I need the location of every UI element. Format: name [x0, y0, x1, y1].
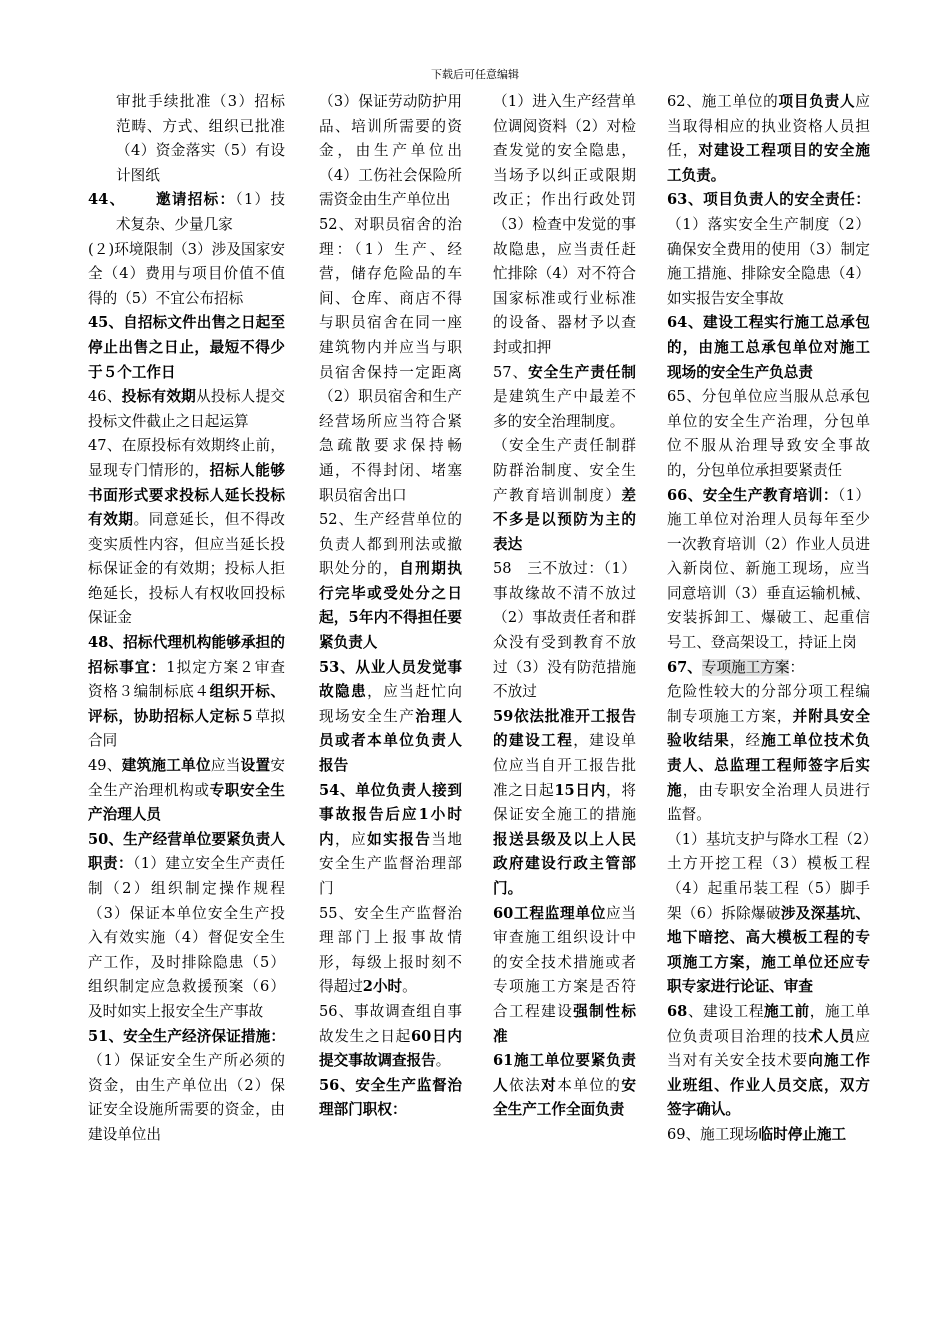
paragraph-60: 60工程监理单位应当审查施工组织设计中的安全技术措施或者专项施工方案是否符合工程建设强制性标准: [493, 904, 636, 1045]
paragraph: （1）基坑支护与降水工程（2）土方开挖工程（3）模板工程（4）起重吊装工程（5）脚手架（6）拆除爆破涉及深基坑、地下暗挖、高大模板工程的专项施工方案，施工单位还应专职专家进行论证、审查: [667, 830, 870, 996]
paragraph-64: 64、建设工程实行施工总承包的，由施工总承包单位对施工现场的安全生产负总责: [667, 314, 870, 381]
paragraph-47: 47、在原投标有效期终止前，显现专门情形的，招标人能够书面形式要求投标人延长投标有效期。同意延长，但不得改变实质性内容，但应当延长投标保证金的有效期；投标人拒绝延长，投标人有权收回投标保证金: [88, 437, 285, 627]
paragraph-51: 51、安全生产经济保证措施：（1）保证安全生产所必须的资金，由生产单位出（2）保证安全设施所需要的资金，由建设单位出: [88, 1027, 285, 1143]
paragraph-57: 57、安全生产责任制是建筑生产中最差不多的安全治理制度。: [493, 363, 636, 430]
paragraph-58: 58 三不放过：（1）事故缘故不清不放过（2）事故责任者和群众没有受到教育不放过（3）没有防范措施不放过: [493, 560, 636, 701]
paragraph: （安全生产责任制群防群治制度、安全生产教育培训制度）差不多是以预防为主的表达: [493, 437, 636, 553]
paragraph: 审批手续批准（3）招标范畴、方式、组织已批准（4）资金落实（5）有设计图纸: [116, 93, 285, 184]
paragraph: （1）进入生产经营单位调阅资料（2）对检查发觉的安全隐患，当场予以纠正或限期改正；作出行政处罚（3）检查中发觉的事故隐患，应当责任赶忙排除（4）对不符合国家标准或行业标准的设备、器材予以查封或扣押: [493, 93, 636, 356]
item-number: 44、: [88, 191, 126, 209]
paragraph-63: 63、项目负责人的安全责任：（1）落实安全生产制度（2）确保安全费用的使用（3）制定施工措施、排除安全隐患（4）如实报告安全事故: [667, 191, 870, 307]
page-header: 下载后可任意编辑: [431, 68, 519, 81]
paragraph-45: 45、自招标文件出售之日起至停止出售之日止，最短不得少于５个工作日: [88, 314, 285, 381]
paragraph: 危险性较大的分部分项工程编制专项施工方案，并附具安全验收结果，经施工单位技术负责人、总监理工程师签字后实施，由专职安全治理人员进行监督。: [667, 683, 870, 824]
paragraph-67: 67、专项施工方案：: [667, 658, 805, 676]
paragraph-61: 61施工单位要紧负责人依法对本单位的安全生产工作全面负责: [493, 1052, 636, 1119]
paragraph-52: 52、对职员宿舍的治理：（1）生产、经营，储存危险品的车间、仓库、商店不得与职员宿舍在同一座建筑物内并应当与职员宿舍保持一定距离（2）职员宿舍和生产经营场所应当符合紧急疏散要求保持畅通，不得封闭、堵塞职员宿舍出口: [319, 215, 462, 504]
paragraph-56: 56、事故调查组自事故发生之日起60日内提交事故调查报告。: [319, 1002, 462, 1070]
paragraph-44: 44、 邀请招标：（1）技术复杂、少量几家: [88, 191, 285, 233]
text-column-2: [319, 90, 462, 1123]
paragraph-52b: 52、生产经营单位的负责人都到刑法或撤职处分的，自刑期执行完毕或受处分之日起，5年内不得担任要紧负责人: [319, 511, 462, 652]
paragraph-49: 49、建筑施工单位应当设置安全生产治理机构或专职安全生产治理人员: [88, 757, 285, 824]
paragraph-54: 54、单位负责人接到事故报告后应1小时内，应如实报告当地安全生产监督治理部门: [319, 781, 462, 897]
text-column-1: [88, 90, 285, 1148]
paragraph-48: 48、招标代理机构能够承担的招标事宜：1拟定方案２审查资格３编制标底４组织开标、评标，协助招标人定标５草拟合同: [88, 634, 285, 750]
paragraph: （3）保证劳动防护用品、培训所需要的资金，由生产单位出（4）工伤社会保险所需资金由生产单位出: [319, 93, 462, 209]
paragraph: (２)环境限制（3）涉及国家安全（4）费用与项目价值不值得的（5）不宜公布招标: [88, 240, 285, 307]
paragraph-53: 53、从业人员发觉事故隐患，应当赶忙向现场安全生产治理人员或者本单位负责人报告: [319, 658, 462, 775]
paragraph-56b: 56、安全生产监督治理部门职权：: [319, 1076, 462, 1119]
paragraph-65: 65、分包单位应当服从总承包单位的安全生产治理，分包单位不服从治理导致安全事故的，分包单位承担要紧责任: [667, 388, 870, 479]
paragraph-50: 50、生产经营单位要紧负责人职责：（1）建立安全生产责任制（2）组织制定操作规程（3）保证本单位安全生产投入有效实施（4）督促安全生产工作，及时排除隐患（5）组织制定应急救援预案（6）及时如实上报安全生产事故: [88, 830, 285, 1020]
text-column-3: [493, 90, 636, 1123]
paragraph-46: 46、投标有效期从投标人提交投标文件截止之日起运算: [88, 388, 285, 430]
paragraph-69: 69、施工现场临时停止施工: [667, 1125, 847, 1143]
paragraph-62: 62、施工单位的项目负责人应当取得相应的执业资格人员担任，对建设工程项目的安全施工负责。: [667, 93, 870, 184]
text-column-4: [667, 90, 870, 1148]
paragraph-55: 55、安全生产监督治理部门上报事故情形，每级上报时刻不得超过2小时。: [319, 904, 462, 996]
paragraph-66: 66、安全生产教育培训：（1）施工单位对治理人员每年至少一次教育培训（2）作业人员进入新岗位、新施工现场，应当同意培训（3）垂直运输机械、安装拆卸工、爆破工、起重信号工、登高架设工，持证上岗: [667, 486, 870, 652]
paragraph-68: 68、建设工程施工前，施工单位负责项目治理的技术人员应当对有关安全技术要向施工作业班组、作业人员交底，双方签字确认。: [667, 1002, 870, 1119]
paragraph-59: 59依法批准开工报告的建设工程，建设单位应当自开工报告批准之日起15日内，将保证安全施工的措施报送县级及以上人民政府建设行政主管部门。: [493, 707, 636, 897]
term-heading: 邀请招标：: [154, 191, 236, 209]
highlighted-term: 专项施工方案: [701, 658, 790, 676]
